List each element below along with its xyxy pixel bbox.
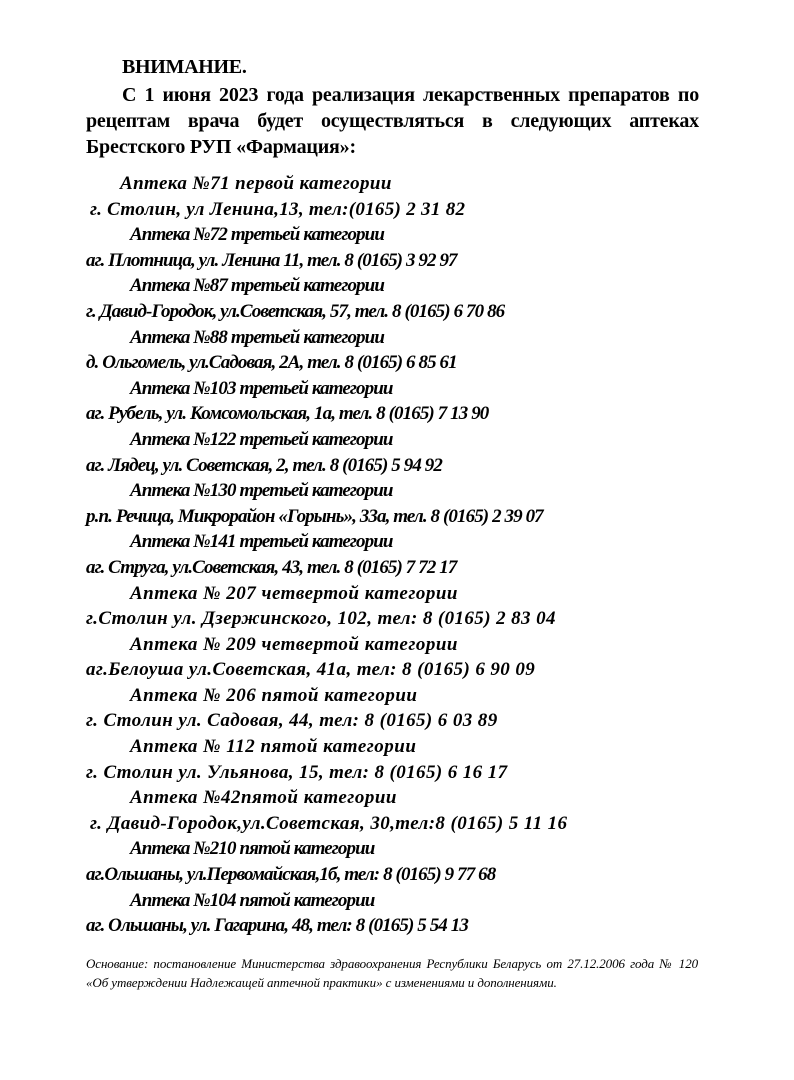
pharmacy-title: Аптека №72 третьей категории <box>130 224 384 246</box>
pharmacy-address: г. Столин ул. Садовая, 44, тел: 8 (0165) 6 03 89 <box>86 710 498 732</box>
notice-intro: С 1 июня 2023 года реализация лекарственных препаратов по рецептам врача будет осуществляться в следующих аптеках Брестского РУП «Фармация»: <box>86 84 699 158</box>
pharmacy-title: Аптека №141 третьей категории <box>130 531 393 553</box>
pharmacy-address: аг. Плотница, ул. Ленина 11, тел. 8 (0165) 3 92 97 <box>86 249 457 271</box>
pharmacy-address: аг. Ольшаны, ул. Гагарина, 48, тел: 8 (0165) 5 54 13 <box>86 915 468 937</box>
pharmacy-title: Аптека №42пятой категории <box>130 787 397 809</box>
pharmacy-title: Аптека №88 третьей категории <box>130 326 384 348</box>
pharmacy-list <box>86 171 726 939</box>
pharmacy-title: Аптека №122 третьей категории <box>130 428 393 450</box>
pharmacy-address: р.п. Речица, Микрорайон «Горынь», 33а, тел. 8 (0165) 2 39 07 <box>86 505 543 527</box>
pharmacy-title: Аптека №103 третьей категории <box>130 377 393 399</box>
pharmacy-address: г. Давид-Городок, ул.Советская, 57, тел. 8 (0165) 6 70 86 <box>86 300 505 322</box>
pharmacy-address: аг. Лядец, ул. Советская, 2, тел. 8 (0165) 5 94 92 <box>86 454 442 476</box>
pharmacy-title: Аптека №210 пятой категории <box>130 838 375 860</box>
pharmacy-address: д. Ольгомель, ул.Садовая, 2А, тел. 8 (0165) 6 85 61 <box>86 352 457 374</box>
pharmacy-title: Аптека №130 третьей категории <box>130 480 393 502</box>
notice-heading: ВНИМАНИЕ. <box>122 56 247 78</box>
pharmacy-address: г. Давид-Городок,ул.Советская, 30,тел:8 (0165) 5 11 16 <box>90 812 568 834</box>
pharmacy-title: Аптека №71 первой категории <box>120 173 392 194</box>
pharmacy-address: аг. Рубель, ул. Комсомольская, 1а, тел. 8 (0165) 7 13 90 <box>86 403 489 425</box>
pharmacy-title: Аптека № 112 пятой категории <box>130 736 417 758</box>
pharmacy-address: г.Столин ул. Дзержинского, 102, тел: 8 (0165) 2 83 04 <box>86 608 556 630</box>
pharmacy-address: аг.Ольшаны, ул.Первомайская,1б, тел: 8 (0165) 9 77 68 <box>86 864 496 886</box>
pharmacy-title: Аптека № 209 четвертой категории <box>130 633 458 655</box>
pharmacy-address: аг.Белоуша ул.Советская, 41а, тел: 8 (0165) 6 90 09 <box>86 659 536 681</box>
pharmacy-title: Аптека № 206 пятой категории <box>130 684 418 706</box>
pharmacy-address: аг. Струга, ул.Советская, 43, тел. 8 (0165) 7 72 17 <box>86 556 457 578</box>
pharmacy-title: Аптека №104 пятой категории <box>130 889 375 911</box>
pharmacy-title: Аптека №87 третьей категории <box>130 275 384 297</box>
pharmacy-address: г. Столин, ул Ленина,13, тел:(0165) 2 31 82 <box>90 198 466 220</box>
pharmacy-title: Аптека № 207 четвертой категории <box>130 582 458 604</box>
legal-basis-footnote: Основание: постановление Министерства здравоохранения Республики Беларусь от 27.12.2006 года № 120 «Об утверждении Надлежащей аптечной практики» с изменениями и дополнениями. <box>86 956 698 990</box>
pharmacy-address: г. Столин ул. Ульянова, 15, тел: 8 (0165) 6 16 17 <box>86 761 508 783</box>
